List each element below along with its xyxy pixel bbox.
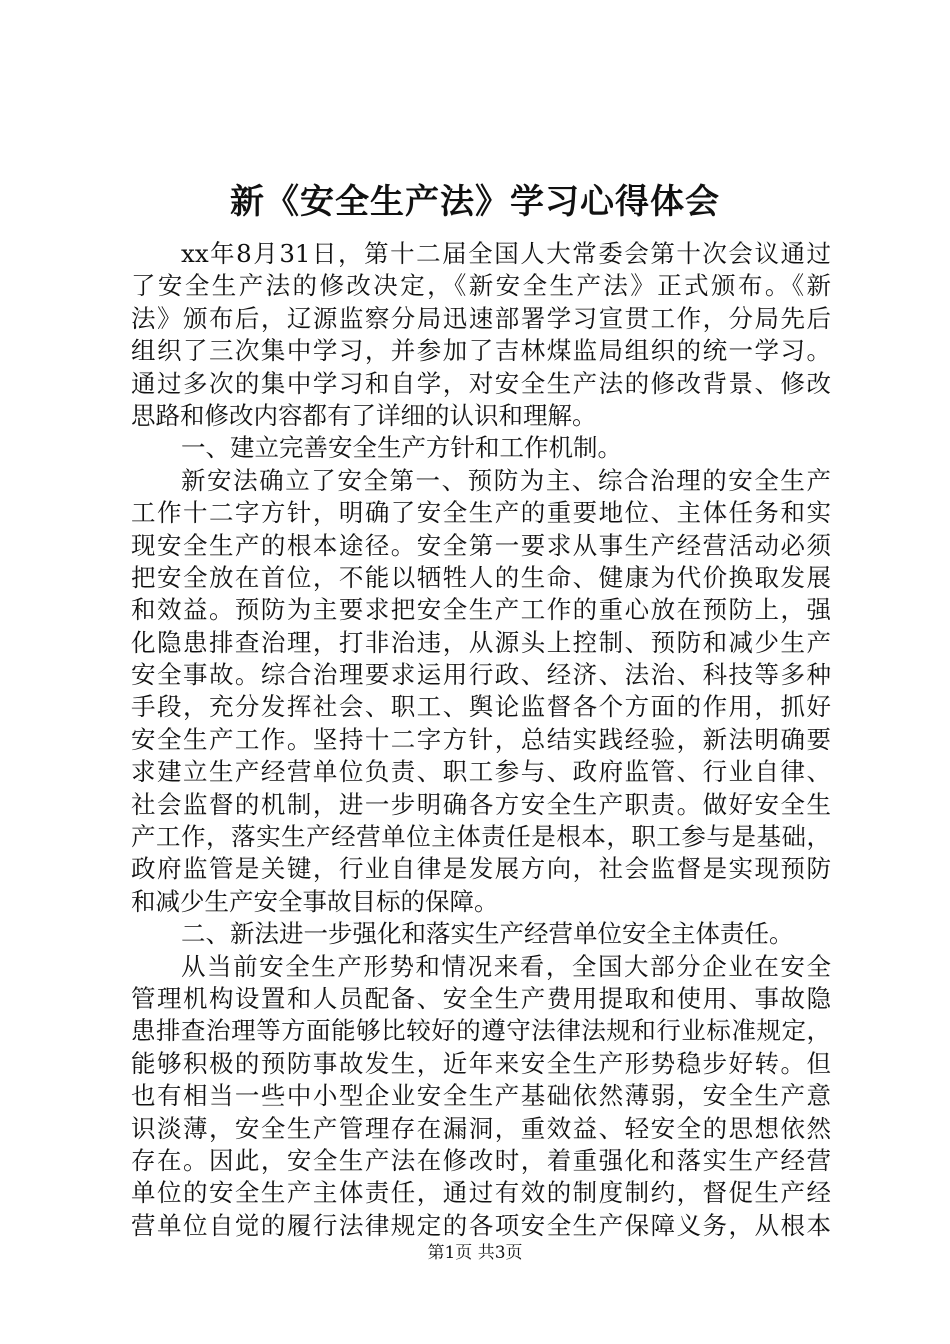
page-number: 第1页 共3页 bbox=[427, 1243, 523, 1263]
text-line: 求建立生产经营单位负责、职工参与、政府监管、行业自律、 bbox=[131, 757, 831, 787]
text-line: 思路和修改内容都有了详细的认识和理解。 bbox=[131, 400, 597, 430]
text-line: 存在。因此，安全生产法在修改时，着重强化和落实生产经营 bbox=[131, 1145, 831, 1175]
text-line: 组织了三次集中学习，并参加了吉林煤监局组织的统一学习。 bbox=[131, 336, 831, 366]
text-line: 单位的安全生产主体责任，通过有效的制度制约，督促生产经 bbox=[131, 1178, 831, 1208]
text-line: 政府监管是关键，行业自律是发展方向，社会监督是实现预防 bbox=[131, 854, 831, 884]
text-line: 患排查治理等方面能够比较好的遵守法律法规和行业标准规定， bbox=[131, 1016, 831, 1046]
document-title: 新《安全生产法》学习心得体会 bbox=[230, 182, 720, 222]
text-line: 和减少生产安全事故目标的保障。 bbox=[131, 886, 499, 916]
text-line: 化隐患排查治理，打非治违，从源头上控制、预防和减少生产 bbox=[131, 627, 831, 657]
text-line: 也有相当一些中小型企业安全生产基础依然薄弱，安全生产意 bbox=[131, 1081, 831, 1111]
section-heading: 一、建立完善安全生产方针和工作机制。 bbox=[181, 433, 622, 463]
text-line: 现安全生产的根本途径。安全第一要求从事生产经营活动必须 bbox=[131, 530, 831, 560]
text-line: 安全事故。综合治理要求运用行政、经济、法治、科技等多种 bbox=[131, 660, 831, 690]
text-line: 把安全放在首位，不能以牺牲人的生命、健康为代价换取发展 bbox=[131, 562, 831, 592]
text-line: 工作十二字方针，明确了安全生产的重要地位、主体任务和实 bbox=[131, 498, 831, 528]
text-line: 能够积极的预防事故发生，近年来安全生产形势稳步好转。但 bbox=[131, 1048, 831, 1078]
text-line: 识淡薄，安全生产管理存在漏洞，重效益、轻安全的思想依然 bbox=[131, 1113, 831, 1143]
text-line: xx年8月31日，第十二届全国人大常委会第十次会议通过 bbox=[181, 239, 831, 268]
text-line: 管理机构设置和人员配备、安全生产费用提取和使用、事故隐 bbox=[131, 983, 831, 1013]
text-line: 新安法确立了安全第一、预防为主、综合治理的安全生产 bbox=[181, 465, 831, 495]
text-line: 手段，充分发挥社会、职工、舆论监督各个方面的作用，抓好 bbox=[131, 692, 831, 722]
text-line: 安全生产工作。坚持十二字方针，总结实践经验，新法明确要 bbox=[131, 724, 831, 754]
text-line: 通过多次的集中学习和自学，对安全生产法的修改背景、修改 bbox=[131, 368, 831, 398]
text-line: 社会监督的机制，进一步明确各方安全生产职责。做好安全生 bbox=[131, 789, 831, 819]
text-line: 营单位自觉的履行法律规定的各项安全生产保障义务，从根本 bbox=[131, 1210, 831, 1240]
text-line: 和效益。预防为主要求把安全生产工作的重心放在预防上，强 bbox=[131, 595, 831, 625]
text-line: 产工作，落实生产经营单位主体责任是根本，职工参与是基础， bbox=[131, 822, 831, 852]
text-line: 法》颁布后，辽源监察分局迅速部署学习宣贯工作，分局先后 bbox=[131, 303, 831, 333]
document-body bbox=[131, 238, 831, 1242]
section-heading: 二、新法进一步强化和落实生产经营单位安全主体责任。 bbox=[181, 919, 794, 949]
text-line: 了安全生产法的修改决定，《新安全生产法》正式颁布。《新 bbox=[131, 271, 831, 301]
text-line: 从当前安全生产形势和情况来看，全国大部分企业在安全 bbox=[181, 951, 831, 981]
